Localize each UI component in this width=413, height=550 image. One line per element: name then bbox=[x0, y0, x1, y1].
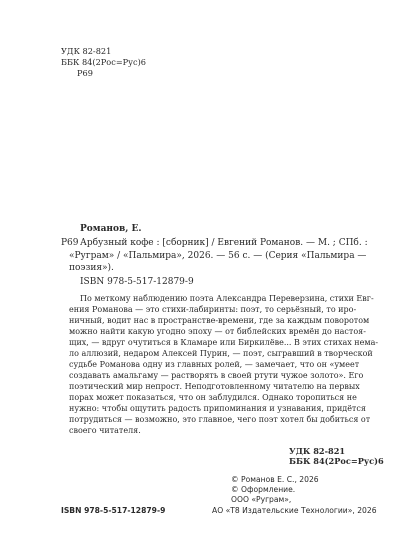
copyright-line: © Оформление. bbox=[231, 485, 296, 494]
bbk-bottom: ББК 84(2Рос=Рус)6 bbox=[289, 456, 384, 466]
annotation-line: нужно: чтобы ощутить радость припоминания и узнавания, придётся bbox=[69, 404, 366, 413]
annotation-line: ло аллюзий, недаром Алексей Пурин, — поэт, сыгравший в творческой bbox=[69, 349, 373, 358]
record-line: Арбузный кофе : [сборник] / Евгений Романов. — М. ; СПб. : bbox=[80, 238, 368, 248]
annotation-line: ничный, водит нас в пространстве-времени, где за каждым поворотом bbox=[69, 316, 370, 325]
annotation-line: ения Романова — это стихи-лабиринты: поэт, то серьёзный, то иро- bbox=[69, 305, 357, 314]
annotation-line: По меткому наблюдению поэта Александра Переверзина, стихи Евг- bbox=[80, 294, 374, 303]
udk-bottom: УДК 82-821 bbox=[289, 446, 346, 456]
record-code: Р69 bbox=[61, 238, 79, 248]
copyright-line: ООО «Руграм», bbox=[231, 495, 292, 504]
record-line: «Руграм» / «Пальмира», 2026. — 56 с. — (Серия «Пальмира — bbox=[69, 251, 367, 261]
annotation-line: судьбе Романова одну из главных ролей, — замечает, что он «умеет bbox=[69, 360, 360, 369]
copyright-line: АО «Т8 Издательские Технологии», 2026 bbox=[212, 506, 377, 515]
record-isbn: ISBN 978-5-517-12879-9 bbox=[80, 277, 194, 287]
annotation-line: порах может показаться, что он заблудился. Однако торопиться не bbox=[69, 393, 357, 402]
annotation-line: своего читателя. bbox=[69, 426, 141, 435]
annotation-line: щих, — вдруг очутиться в Кламаре или Биркилёве... В этих стихах нема- bbox=[69, 338, 379, 347]
annotation-line: создавать амальгаму — растворять в своей ртути чужое золото». Его bbox=[69, 371, 364, 380]
annotation-line: потрудиться — возможно, это главное, чего поэт хотел бы добиться от bbox=[69, 415, 371, 424]
annotation-line: можно найти какую угодно эпоху — от библейских времён до настоя- bbox=[69, 327, 366, 336]
annotation-line: поэтический мир непрост. Неподготовленному читателю на первых bbox=[69, 382, 360, 391]
footer-isbn: ISBN 978-5-517-12879-9 bbox=[61, 506, 166, 515]
code-top: Р69 bbox=[77, 68, 93, 78]
bbk-top: ББК 84(2Рос=Рус)6 bbox=[61, 57, 146, 67]
udk-top: УДК 82-821 bbox=[61, 46, 112, 56]
copyright-line: © Романов Е. С., 2026 bbox=[231, 475, 319, 484]
record-line: поэзия»). bbox=[69, 263, 114, 273]
author-heading: Романов, Е. bbox=[80, 224, 142, 234]
